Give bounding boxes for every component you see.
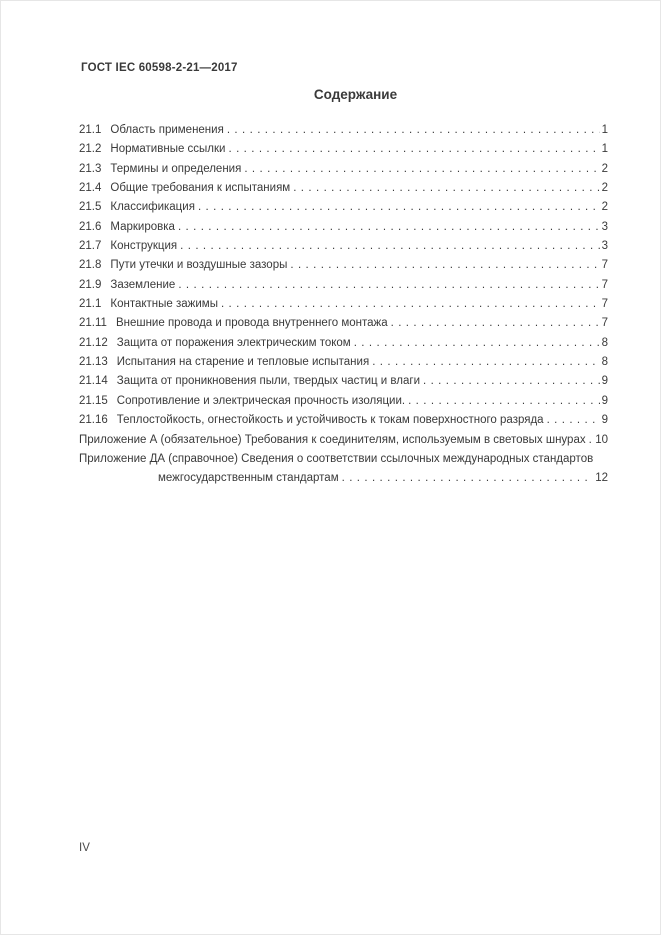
toc-entry — [79, 411, 608, 430]
toc-entry-label: Внешние провода и провода внутреннего монтажа — [115, 317, 388, 330]
dot-leader — [372, 353, 599, 372]
toc-entry — [79, 276, 608, 295]
toc-entry-label: Пути утечки и воздушные зазоры — [110, 259, 288, 272]
toc-entry-page: 9 — [601, 414, 608, 427]
toc-entry-number: 21.12 — [79, 336, 108, 349]
toc-entry-page: 1 — [601, 124, 608, 136]
dot-leader — [178, 276, 599, 295]
toc-entry-number: 21.14 — [79, 375, 108, 388]
toc-entry — [79, 334, 608, 353]
toc-entry-page: 2 — [601, 201, 608, 214]
dot-leader — [244, 160, 599, 179]
toc-entry-label: Защита от проникновения пыли, твердых частиц и влаги — [116, 375, 420, 388]
dot-leader — [293, 179, 599, 198]
dot-leader — [227, 121, 600, 140]
toc-entry — [79, 256, 608, 275]
toc-entry-label: Сопротивление и электрическая прочность изоляции. — [116, 394, 406, 407]
toc-entry-number: 21.8 — [79, 259, 102, 272]
toc-entry-page: 3 — [601, 220, 608, 233]
toc-entry-page: 7 — [601, 298, 608, 311]
toc-entry-label: Теплостойкость, огнестойкость и устойчивость к токам поверхностного разряда — [116, 414, 544, 427]
dot-leader — [290, 256, 599, 275]
toc-entry-label: Защита от поражения электрическим током — [116, 336, 351, 349]
toc-entry — [79, 314, 608, 333]
toc-entry-page: 12 — [595, 472, 608, 485]
toc-entry-page: 8 — [601, 336, 608, 349]
toc-entry — [79, 198, 608, 217]
dot-leader — [408, 392, 600, 411]
toc-entry-label-line2: межгосударственным стандартам — [158, 472, 339, 485]
toc-entry-label: Термины и определения — [110, 162, 242, 175]
toc-entry-page: 2 — [601, 182, 608, 195]
toc-entry — [79, 392, 608, 411]
toc-entry-page: 7 — [601, 259, 608, 272]
toc-entry-number: 21.1 — [79, 124, 102, 136]
toc-entry-number: 21.13 — [79, 356, 108, 369]
document-code: ГОСТ IEC 60598-2-21—2017 — [81, 62, 238, 74]
toc-entry-label: Контактные зажимы — [110, 298, 218, 311]
dot-leader — [589, 431, 594, 450]
toc-entry-page: 1 — [601, 143, 608, 156]
toc-entry-label: Область применения — [110, 124, 224, 136]
toc-entry-label: Испытания на старение и тепловые испытания — [116, 356, 370, 369]
toc-entry — [79, 450, 608, 469]
toc-entry-label: Общие требования к испытаниям — [110, 182, 291, 195]
dot-leader — [342, 469, 594, 488]
toc-entry — [79, 237, 608, 256]
toc-entry — [79, 179, 608, 198]
dot-leader — [423, 372, 600, 391]
toc-entry-number: 21.11 — [79, 317, 107, 330]
toc-entry — [79, 140, 608, 159]
toc-entry-page: 9 — [601, 394, 608, 407]
page-number-roman: IV — [79, 842, 90, 854]
toc-entry-page: 7 — [601, 317, 608, 330]
toc-entry-number: 21.7 — [79, 240, 102, 253]
toc-entry-number: 21.3 — [79, 162, 102, 175]
toc-entry — [79, 431, 608, 450]
toc-entry-number: 21.15 — [79, 394, 108, 407]
toc-entry-page: 3 — [601, 240, 608, 253]
page-title: Содержание — [313, 87, 398, 102]
dot-leader — [547, 411, 600, 430]
toc-entry-number: 21.1 — [79, 298, 102, 311]
toc-entry-number: 21.9 — [79, 278, 102, 291]
toc-entry-label: Маркировка — [110, 220, 175, 233]
toc-entry — [79, 372, 608, 391]
dot-leader — [221, 295, 600, 314]
dot-leader — [178, 218, 600, 237]
toc-entry-page: 7 — [601, 278, 608, 291]
toc-entry-page: 9 — [601, 375, 608, 388]
toc-entry-number: 21.16 — [79, 414, 108, 427]
toc-entry-label: Нормативные ссылки — [110, 143, 226, 156]
toc-entry-label: Конструкция — [110, 240, 178, 253]
dot-leader — [198, 198, 600, 217]
dot-leader — [354, 334, 600, 353]
toc-entry — [79, 218, 608, 237]
toc-entry-label: Приложение А (обязательное) Требования к соединителям, используемым в световых шнурах — [79, 433, 586, 446]
toc-entry-number: 21.5 — [79, 201, 102, 214]
toc-entry-number: 21.2 — [79, 143, 102, 156]
toc-entry-number: 21.6 — [79, 220, 102, 233]
toc-entry-page: 2 — [601, 162, 608, 175]
toc-entry — [79, 160, 608, 179]
toc-entry — [79, 121, 608, 140]
toc-entry-page: 8 — [601, 356, 608, 369]
dot-leader — [228, 140, 599, 159]
toc-entry-label: Заземление — [110, 278, 176, 291]
toc-entry-page: 10 — [595, 433, 608, 446]
table-of-contents — [79, 121, 608, 489]
toc-entry — [79, 295, 608, 314]
toc-entry — [79, 353, 608, 372]
toc-entry-label: Классификация — [110, 201, 195, 214]
toc-entry — [79, 469, 608, 488]
dot-leader — [391, 314, 600, 333]
toc-entry-label: Приложение ДА (справочное) Сведения о соответствии ссылочных международных стандартов — [79, 452, 594, 465]
dot-leader — [180, 237, 599, 256]
toc-entry-number: 21.4 — [79, 182, 102, 195]
